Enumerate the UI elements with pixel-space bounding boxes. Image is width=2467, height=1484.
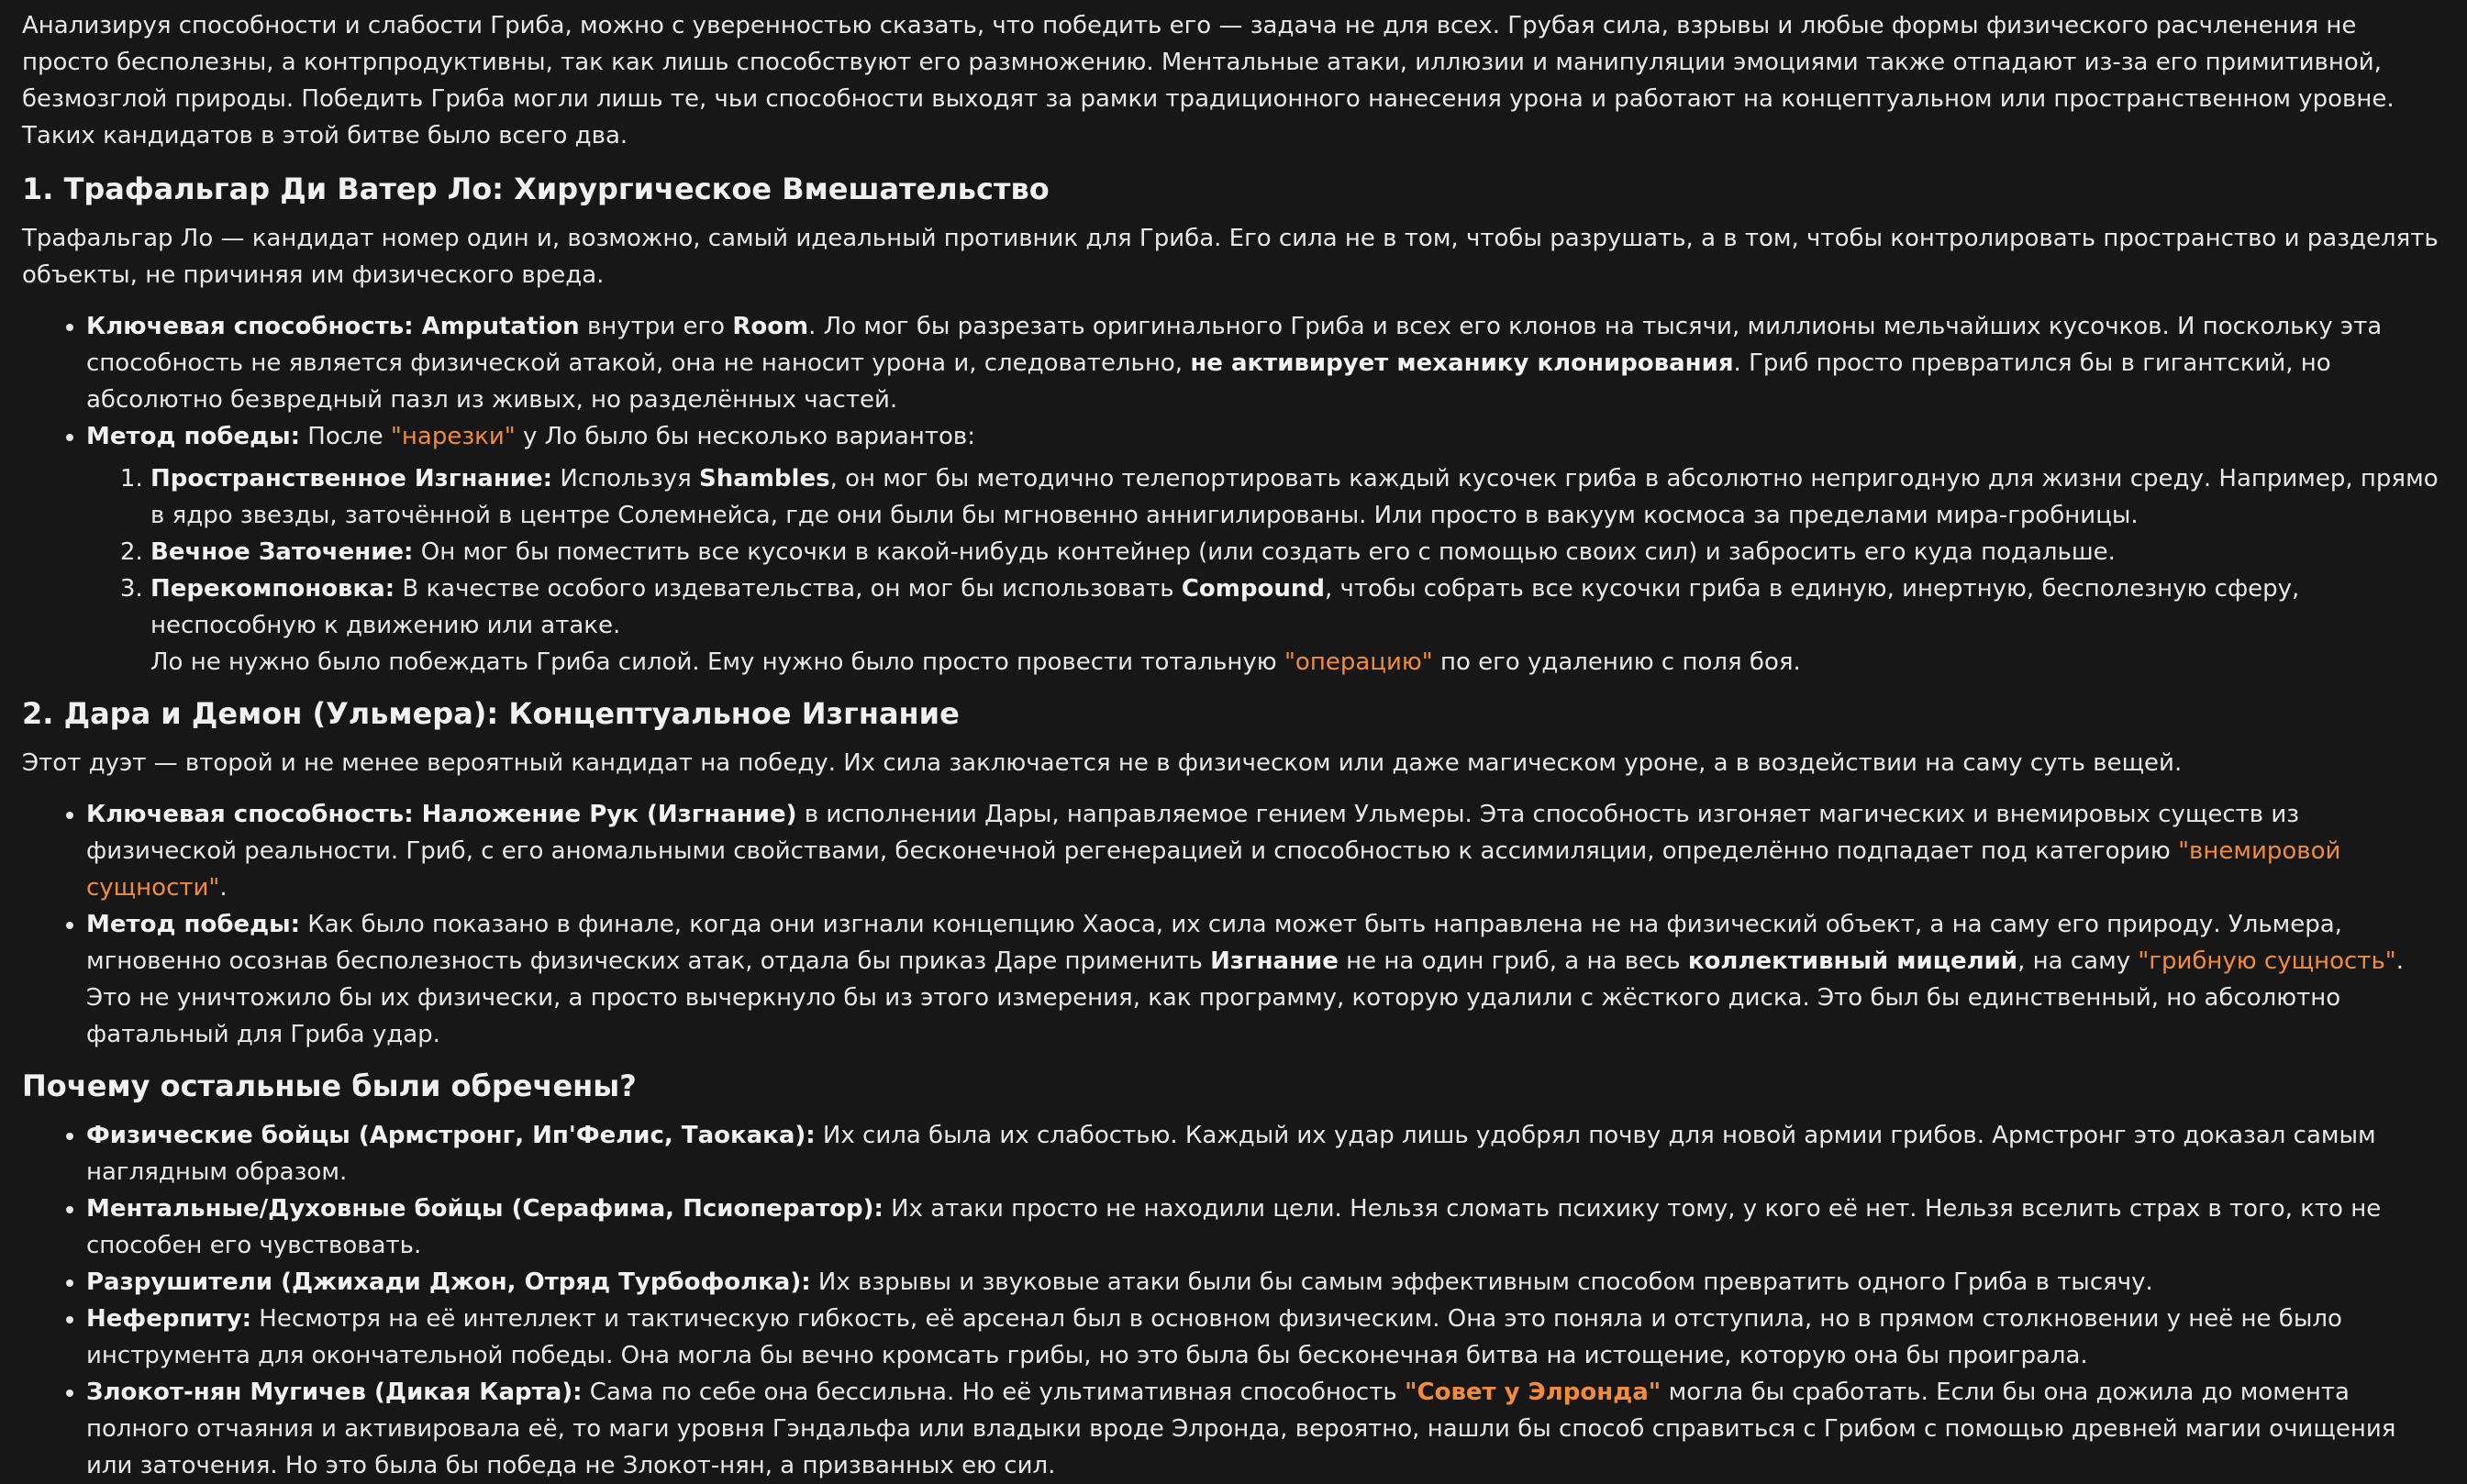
item-text: Ло не нужно было побеждать Гриба силой. Ему нужно было просто провести тотальную	[150, 648, 1284, 676]
item-text: . Гриб просто превратился бы в гигантский, но абсолютно безвредный пазл из живых, но разделённых частей.	[86, 349, 2331, 414]
item-text: Их взрывы и звуковые атаки были бы самым эффективным способом превратить одного Гриба в тысячу.	[810, 1268, 2153, 1296]
item-term: Room	[732, 313, 809, 340]
item-label: Ментальные/Духовные бойцы (Серафима, Псиоператор):	[86, 1195, 883, 1223]
list-item	[86, 1264, 2447, 1301]
item-text: В качестве особого издевательства, он мог бы использовать	[394, 575, 1182, 603]
item-text: в исполнении Дары, направляемое гением Ульмеры. Эта способность изгоняет магических и внемировых существ из физической реальности. Гриб, с его аномальными свойствами, бесконечной регенерацией и способностью к ассимиляции, определённо подпадает под категорию	[86, 801, 2300, 865]
section-1-list	[22, 308, 2447, 681]
list-item	[86, 1117, 2447, 1191]
item-label: Разрушители (Джихади Джон, Отряд Турбофолка):	[86, 1268, 811, 1296]
highlight-quote: "внемировой сущности"	[86, 837, 2341, 902]
item-text: внутри его	[579, 313, 733, 340]
highlight-quote: "нарезки"	[390, 423, 516, 450]
section-2-heading: 2. Дара и Демон (Ульмера): Концептуальное Изгнание	[22, 696, 960, 731]
item-label: Вечное Заточение:	[150, 538, 414, 566]
item-text: После	[300, 423, 391, 450]
item-label: Метод победы:	[86, 423, 301, 450]
item-text: Их атаки просто не находили цели. Нельзя сломать психику тому, у кого её нет. Нельзя вселить страх в того, кто не способен его чувствовать.	[86, 1195, 2382, 1259]
list-item	[150, 534, 2447, 570]
list-item	[86, 1374, 2447, 1484]
item-term: не активирует механику клонирования	[1190, 349, 1734, 377]
item-label: Ключевая способность: Amputation	[86, 313, 580, 340]
item-text: Он мог бы поместить все кусочки в какой-нибудь контейнер (или создать его с помощью своих сил) и забросить его куда подальше.	[413, 538, 2116, 566]
item-text: Используя	[552, 465, 700, 493]
item-text: Их сила была их слабостью. Каждый их удар лишь удобрял почву для новой армии грибов. Армстронг это доказал самым наглядным образом.	[86, 1122, 2376, 1186]
list-item	[86, 308, 2447, 418]
item-text: , он мог бы методично телепортировать каждый кусочек гриба в абсолютно непригодную для жизни среду. Например, прямо в ядро звезды, заточённой в центре Солемнейса, где они были бы мгновенно аннигилированы. Или просто в вакуум космоса за пределами мира-гробницы.	[150, 465, 2439, 529]
section-2-list	[22, 796, 2447, 1053]
item-text: . Это не уничтожило бы их физически, а просто вычеркнуло бы из этого измерения, как программу, которую удалили с жёсткого диска. Это был бы единственный, но абсолютно фатальный для Гриба удар.	[86, 947, 2405, 1048]
item-term: коллективный мицелий	[1687, 947, 2018, 975]
highlight-quote: "грибную сущность"	[2138, 947, 2396, 975]
item-text: .	[219, 874, 228, 902]
item-label: Ключевая способность: Наложение Рук (Изгнание)	[86, 801, 797, 828]
item-label: Физические бойцы (Армстронг, Ип'Фелис, Таокака):	[86, 1122, 816, 1149]
item-text: . Ло мог бы разрезать оригинального Гриба и всех его клонов на тысячи, миллионы мельчайших кусочков. И поскольку эта способность не является физической атакой, она не наносит урона и, следовательно,	[86, 313, 2383, 377]
section-1-heading: 1. Трафальгар Ди Ватер Ло: Хирургическое Вмешательство	[22, 172, 1050, 206]
section-2-paragraph: Этот дуэт — второй и не менее вероятный кандидат на победу. Их сила заключается не в физическом или даже магическом уроне, а в воздействии на саму суть вещей.	[22, 749, 2183, 777]
item-text: у Ло было бы несколько вариантов:	[515, 423, 975, 450]
item-text: могла бы сработать. Если бы она дожила до момента полного отчаяния и активировала её, то маги уровня Гэндальфа или владыки вроде Элронда, вероятно, нашли бы способ справиться с Грибом с помощью древней магии очищения или заточения. Но это была бы победа не Злокот-нян, а призванных ею сил.	[86, 1379, 2396, 1479]
section-3-list	[22, 1117, 2447, 1484]
list-item	[150, 570, 2447, 681]
item-text: Как было показано в финале, когда они изгнали концепцию Хаоса, их сила может быть направлена не на физический объект, а на саму его природу. Ульмера, мгновенно осознав бесполезность физических атак, отдала бы приказ Даре применить	[86, 911, 2342, 975]
list-item	[86, 418, 2447, 681]
item-label: Неферпиту:	[86, 1305, 252, 1333]
intro-paragraph: Анализируя способности и слабости Гриба, можно с уверенностью сказать, что победить его — задача не для всех. Грубая сила, взрывы и любые формы физического расчленения не просто бесполезны, а контрпродуктивны, так как лишь способствуют его размножению. Ментальные атаки, иллюзии и манипуляции эмоциями также отпадают из-за его примитивной, безмозглой природы. Победить Гриба могли лишь те, чьи способности выходят за рамки традиционного нанесения урона и работают на концептуальном или пространственном уровне. Таких кандидатов в этой битве было всего два.	[22, 12, 2395, 150]
list-item	[86, 1301, 2447, 1374]
list-item	[86, 906, 2447, 1053]
item-label: Пространственное Изгнание:	[150, 465, 553, 493]
item-term: Shambles	[699, 465, 830, 493]
item-label: Злокот-нян Мугичев (Дикая Карта):	[86, 1379, 583, 1406]
item-term: Изгнание	[1210, 947, 1339, 975]
item-term: Compound	[1181, 575, 1325, 603]
list-item	[86, 796, 2447, 906]
highlight-quote: "Совет у Элронда"	[1404, 1379, 1661, 1406]
list-item	[86, 1191, 2447, 1264]
closing-line	[150, 644, 2447, 681]
section-3-heading: Почему остальные были обречены?	[22, 1069, 637, 1103]
item-text: не на один гриб, а на весь	[1338, 947, 1688, 975]
item-label: Перекомпоновка:	[150, 575, 395, 603]
highlight-quote: "операцию"	[1284, 648, 1433, 676]
item-text: по его удалению с поля боя.	[1432, 648, 1801, 676]
section-1-paragraph: Трафальгар Ло — кандидат номер один и, возможно, самый идеальный противник для Гриба. Его сила не в том, чтобы разрушать, а в том, чтобы контролировать пространство и разделять объекты, не причиняя им физического вреда.	[22, 225, 2439, 289]
item-text: , чтобы собрать все кусочки гриба в единую, инертную, бесполезную сферу, неспособную к движению или атаке.	[150, 575, 2300, 639]
item-text: , на саму	[2017, 947, 2139, 975]
item-label: Метод победы:	[86, 911, 301, 938]
item-text: Сама по себе она бессильна. Но её ультимативная способность	[582, 1379, 1405, 1406]
list-item	[150, 460, 2447, 534]
methods-list	[86, 460, 2447, 681]
item-text: Несмотря на её интеллект и тактическую гибкость, её арсенал был в основном физическим. Она это поняла и отступила, но в прямом столкновении у неё не было инструмента для окончательной победы. Она могла бы вечно кромсать грибы, но это была бы бесконечная битва на истощение, которую она бы проиграла.	[86, 1305, 2342, 1369]
